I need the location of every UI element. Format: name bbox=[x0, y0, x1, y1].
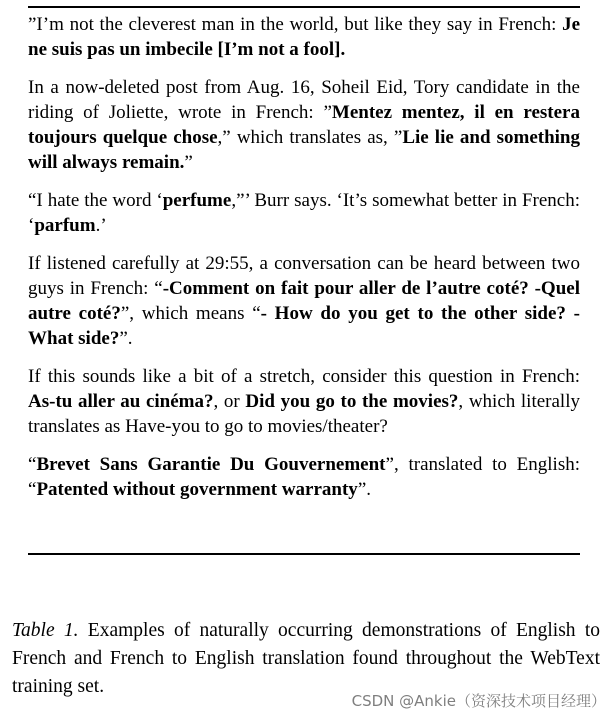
entry-text: ”. bbox=[357, 479, 371, 500]
watermark: CSDN @Ankie（资深技术项目经理） bbox=[351, 692, 606, 710]
entry-text: ”, translated to English: “ bbox=[28, 454, 581, 500]
example-entry bbox=[28, 251, 580, 351]
entry-bold-text: Lie lie and something will always remain. bbox=[28, 127, 580, 173]
entry-text: .’ bbox=[95, 215, 107, 236]
table-caption bbox=[12, 617, 600, 701]
example-entry bbox=[28, 364, 580, 439]
examples-table bbox=[28, 12, 580, 515]
entry-bold-text: Brevet Sans Garantie Du Gouvernement bbox=[36, 454, 386, 475]
caption-label: Table 1. bbox=[12, 619, 79, 641]
entry-text: , or bbox=[213, 391, 246, 412]
caption-text: Examples of naturally occurring demonstrations of English to French and French to English translation found throughout the WebText training set. bbox=[12, 619, 600, 697]
table-bottom-rule bbox=[28, 553, 580, 555]
entry-text: ,” which translates as, ” bbox=[217, 127, 403, 148]
entry-text: “I hate the word ‘ bbox=[28, 190, 163, 211]
entry-text: ,”’ Burr says. ‘It’s somewhat better in French: ‘ bbox=[28, 190, 580, 236]
entry-text: If listened carefully at 29:55, a conversation can be heard between two guys in French: “ bbox=[28, 253, 580, 299]
example-entry bbox=[28, 188, 580, 238]
entry-bold-text: Mentez mentez, il en restera toujours quelque chose bbox=[28, 102, 580, 148]
example-entry bbox=[28, 452, 580, 502]
entry-text: ”, which means “ bbox=[120, 303, 261, 324]
entry-bold-text: As-tu aller au cinéma? bbox=[28, 391, 214, 412]
entry-text: ”. bbox=[119, 328, 133, 349]
entry-bold-text: - How do you get to the other side? - What side? bbox=[28, 303, 580, 349]
entry-bold-text: parfum bbox=[34, 215, 96, 236]
entry-text: In a now-deleted post from Aug. 16, Soheil Eid, Tory candidate in the riding of Joliette, wrote in French: ” bbox=[28, 77, 580, 123]
example-entry bbox=[28, 12, 580, 62]
entry-bold-text: Did you go to the movies? bbox=[245, 391, 459, 412]
example-entry bbox=[28, 75, 580, 175]
entry-text: “ bbox=[28, 454, 37, 475]
entry-bold-text: perfume bbox=[162, 190, 232, 211]
entry-text: , which literally translates as Have-you to go to movies/theater? bbox=[28, 391, 580, 437]
entry-bold-text: Patented without government warranty bbox=[36, 479, 358, 500]
entry-text: If this sounds like a bit of a stretch, consider this question in French: bbox=[28, 366, 580, 387]
entry-bold-text: Je ne suis pas un imbecile [I’m not a fool]. bbox=[28, 14, 580, 60]
entry-text: ” bbox=[184, 152, 193, 173]
entry-bold-text: -Comment on fait pour aller de l’autre coté? -Quel autre coté? bbox=[28, 278, 580, 324]
entry-text: ”I’m not the cleverest man in the world, but like they say in French: bbox=[28, 14, 563, 35]
table-top-rule bbox=[28, 6, 580, 8]
